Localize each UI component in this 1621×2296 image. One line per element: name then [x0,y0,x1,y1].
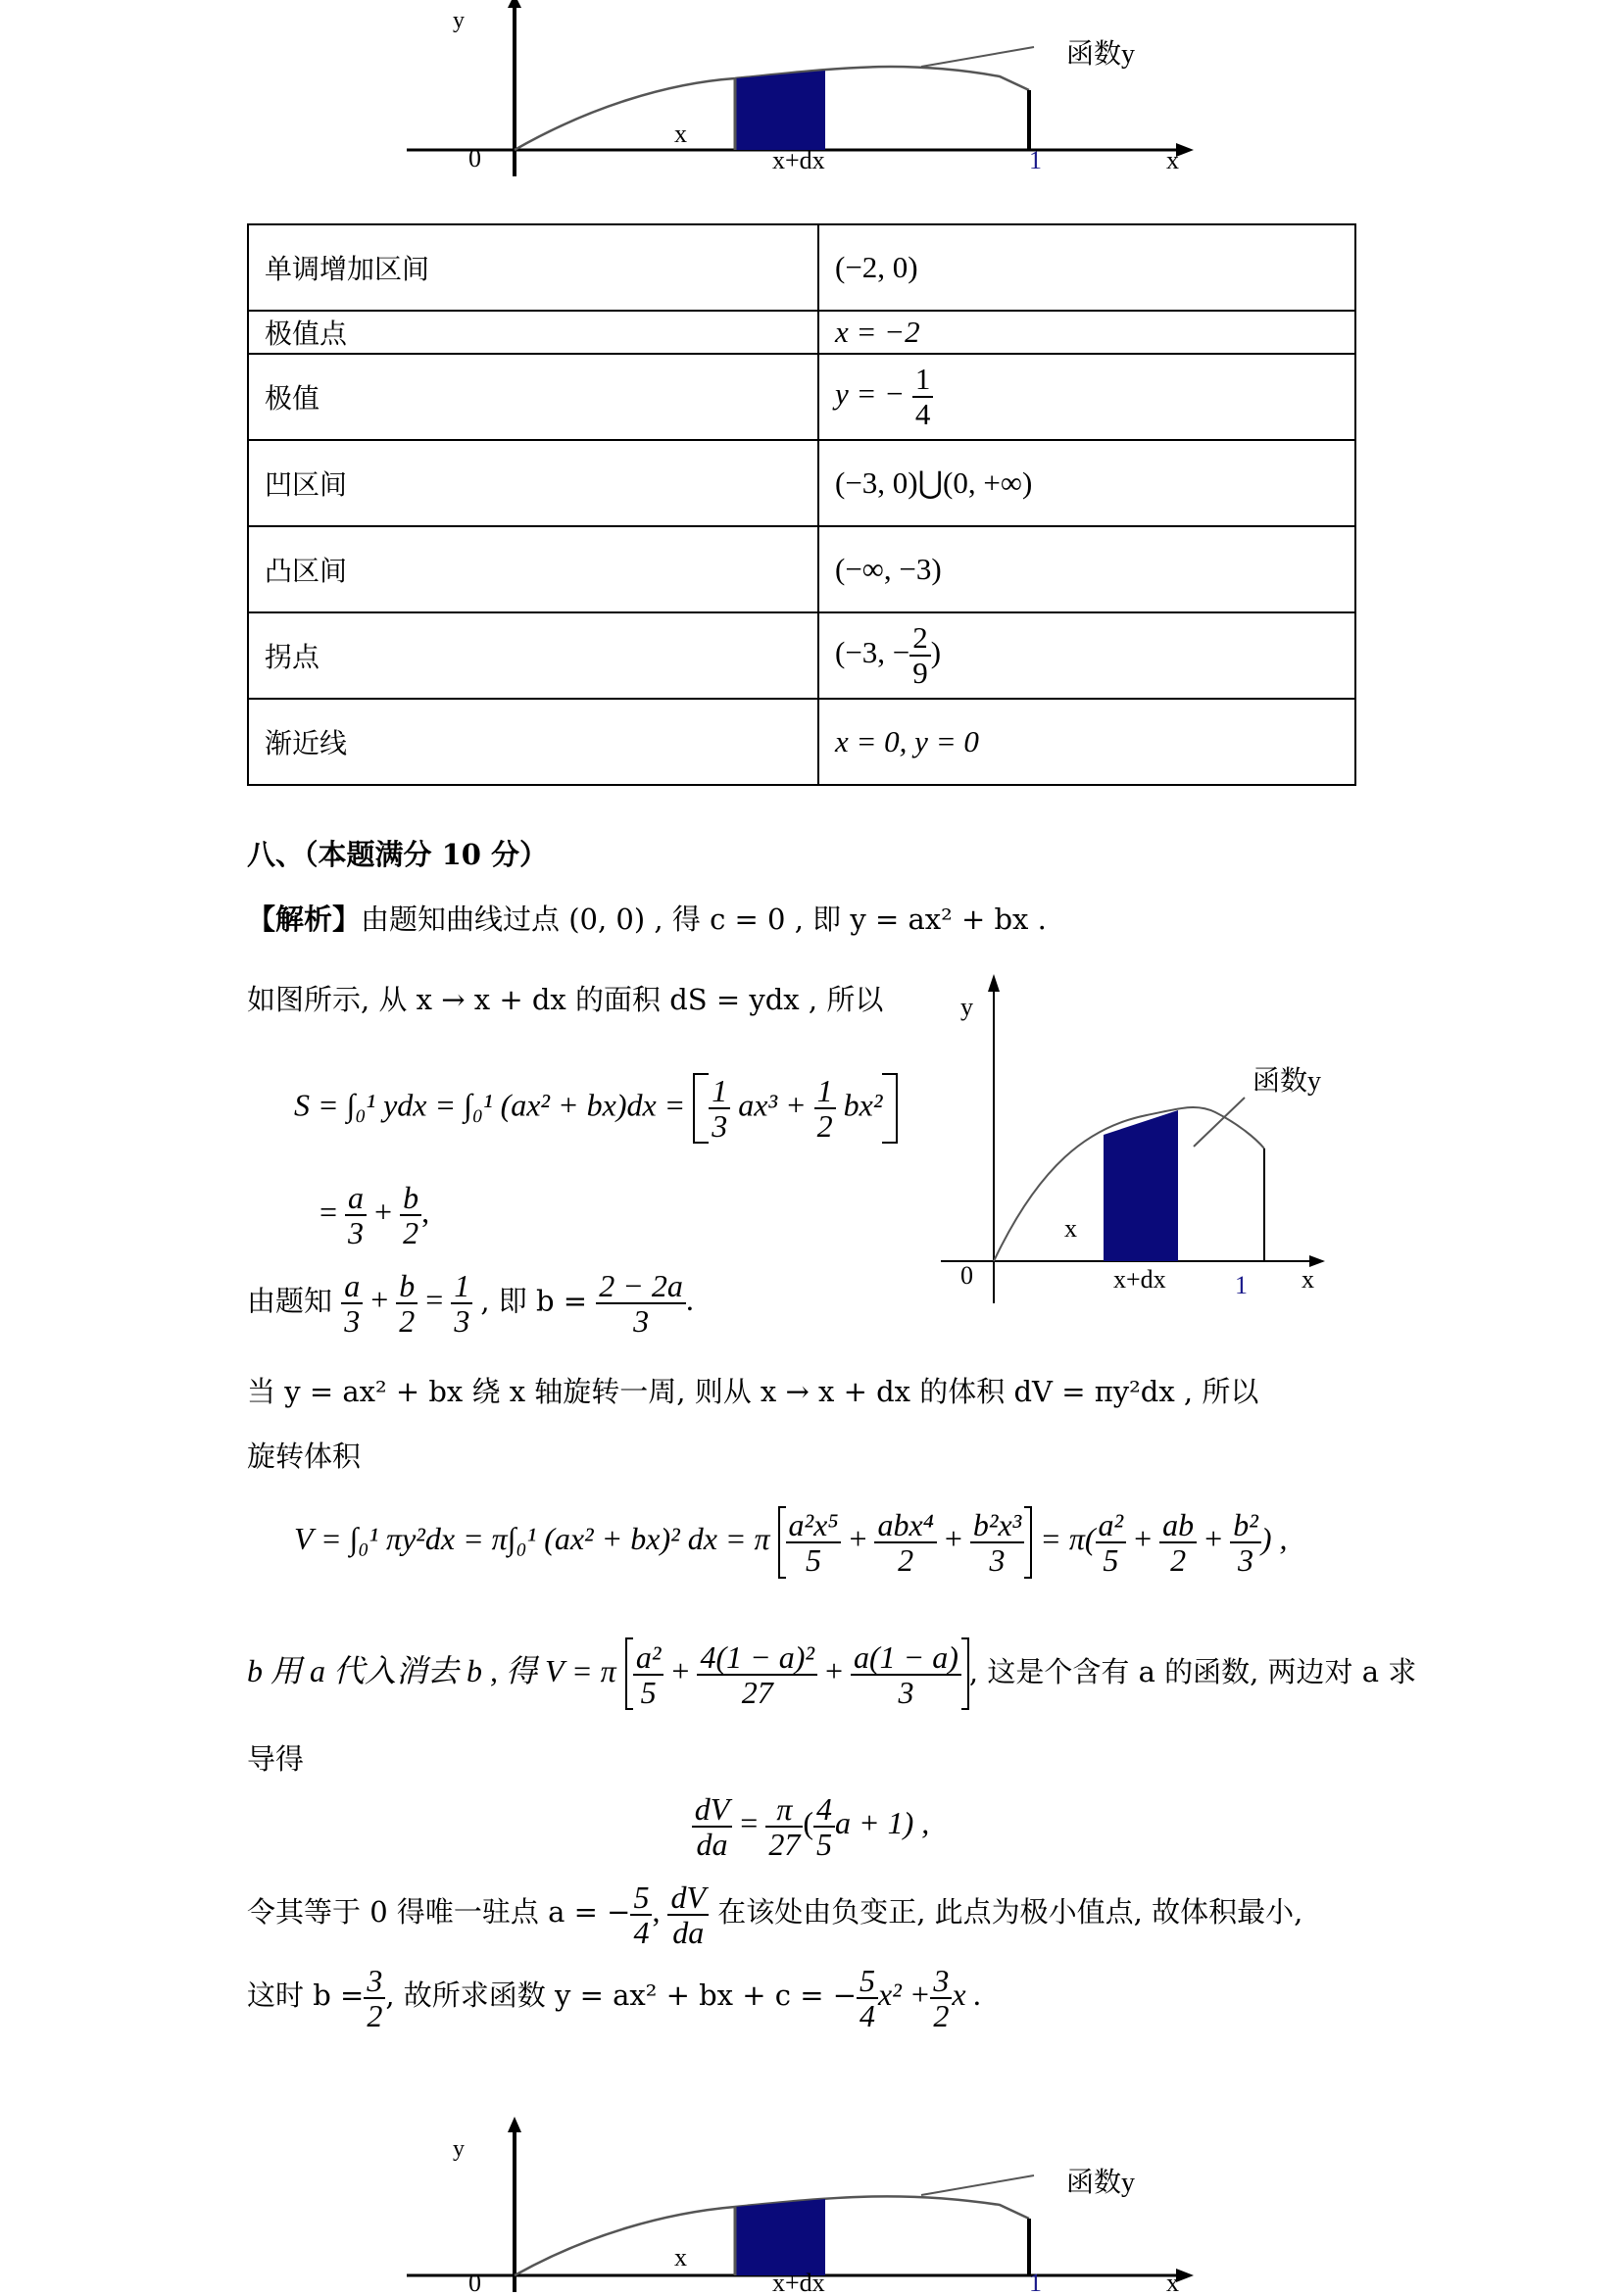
derivative-equation: $\frac{dV}{da}$ = $\frac{\pi}{27}$ ( $\frac{4}{5}$ a + 1) , [0,1783,1621,1862]
table-row [248,526,1355,612]
table-value: x = 0, y = 0 [818,699,1355,785]
area-result: = $\frac{a}{3}$ + $\frac{b}{2}$ , [319,1180,430,1250]
origin-label-mid: 0 [960,1261,973,1290]
xaxis-label-bottom: x [1166,2269,1179,2292]
y-label-top: y [453,8,465,33]
table-key: 极值点 [248,311,818,354]
table-value: x = −2 [818,311,1355,354]
one-label-top: 1 [1029,146,1042,174]
x-label-mid: x [1064,1214,1077,1243]
area-integral: S = ∫₀¹ ydx = ∫₀¹ (ax² + bx)dx = $\frac{1}{3}$ ax³ + $\frac{1}{2}$ bx² [294,1073,898,1144]
x-label-bottom: x [674,2243,687,2272]
y-label-mid: y [960,993,973,1021]
table-key: 单调增加区间 [248,224,818,311]
figure-bottom [392,2117,1235,2292]
xdx-label-bottom: x+dx [772,2269,825,2292]
table-row [248,354,1355,440]
figure-mid [931,970,1343,1303]
table-key: 渐近线 [248,699,818,785]
volume-integral: V = ∫₀¹ πy²dx = π∫₀¹ (ax² + bx)² dx = π $\frac{\text{a²x⁵}}{5}$ + $\frac{\text{abx⁴}}{2}$ + $\frac{\text{b²x³}}{3}$ = π( $\frac{\text{a²}}{5}$ + $\frac{ab}{2}$ + $\frac{\text{b²}}{3}$ ) , [294,1506,1288,1578]
table-row [248,440,1355,526]
substitution-line: b 用 a 代入消去 b , 得 V = π $\frac{\text{a²}}{5}$ + $\frac{\text{4(1 − a)²}}{27}$ + $\frac{a(1 - a)}{3}$ , 这是个含有 a 的函数, 两边对 a 求 [247,1638,1417,1710]
x-label-top: x [674,120,687,148]
func-label-bottom: 函数y [1066,2168,1136,2198]
figure-top [392,0,1235,176]
table-value: (−3, − $\frac{2}{9}$ ) [818,612,1355,699]
one-label-bottom: 1 [1029,2269,1042,2292]
table-row [248,224,1355,311]
table-value: (−3, 0)⋃(0, +∞) [818,440,1355,526]
xdx-label-top: x+dx [772,146,825,174]
shaded-strip-top [735,71,825,150]
table-key: 凸区间 [248,526,818,612]
volume-label: 旋转体积 [247,1440,362,1473]
volume-intro: 当 y = ax² + bx 绕 x 轴旋转一周, 则从 x → x + dx 的体积 dV = πy²dx , 所以 [247,1375,1259,1408]
table-key: 极值 [248,354,818,440]
analysis-line-1: 【解析】由题知曲线过点 (0, 0) , 得 c = 0 , 即 y = ax² + bx . [247,903,1047,936]
xdx-label-mid: x+dx [1113,1265,1166,1294]
table-value: y = − $\frac{1}{4}$ [818,354,1355,440]
table-key: 拐点 [248,612,818,699]
table-value: (−∞, −3) [818,526,1355,612]
xaxis-label-top: x [1166,146,1179,174]
table-key: 凹区间 [248,440,818,526]
y-label-bottom: y [453,2136,465,2162]
derivative-label: 导得 [247,1742,305,1776]
shaded-strip-bottom [735,2199,825,2275]
condition-line: 由题知 $\frac{a}{3}$ + $\frac{b}{2}$ = $\frac{1}{3}$ , 即 b = $\frac{2 - 2a}{3}$ . [247,1268,694,1339]
shaded-strip-mid [1104,1110,1178,1261]
func-label-top: 函数y [1066,39,1136,70]
analysis-line-2: 如图所示, 从 x → x + dx 的面积 dS = ydx , 所以 [247,983,884,1016]
table-row [248,311,1355,354]
stationary-point-line: 令其等于 0 得唯一驻点 a = − $\frac{5}{4}$ , $\frac{dV}{da}$ 在该处由负变正, 此点为极小值点, 故体积最小, [247,1879,1303,1950]
table-row [248,699,1355,785]
origin-label-top: 0 [468,144,481,172]
section-title: 八、（本题满分 10 分） [247,838,549,871]
origin-label-bottom: 0 [468,2269,481,2292]
final-answer-line: 这时 b = $\frac{3}{2}$ , 故所求函数 y = ax² + bx + c = − $\frac{5}{4}$ x² + $\frac{3}{2}$ x . [247,1962,982,2033]
table-value: (−2, 0) [818,224,1355,311]
func-label-mid: 函数y [1253,1066,1322,1097]
table-row [248,612,1355,699]
one-label-mid: 1 [1235,1271,1248,1299]
xaxis-label-mid: x [1302,1265,1314,1294]
properties-table [247,223,1356,786]
